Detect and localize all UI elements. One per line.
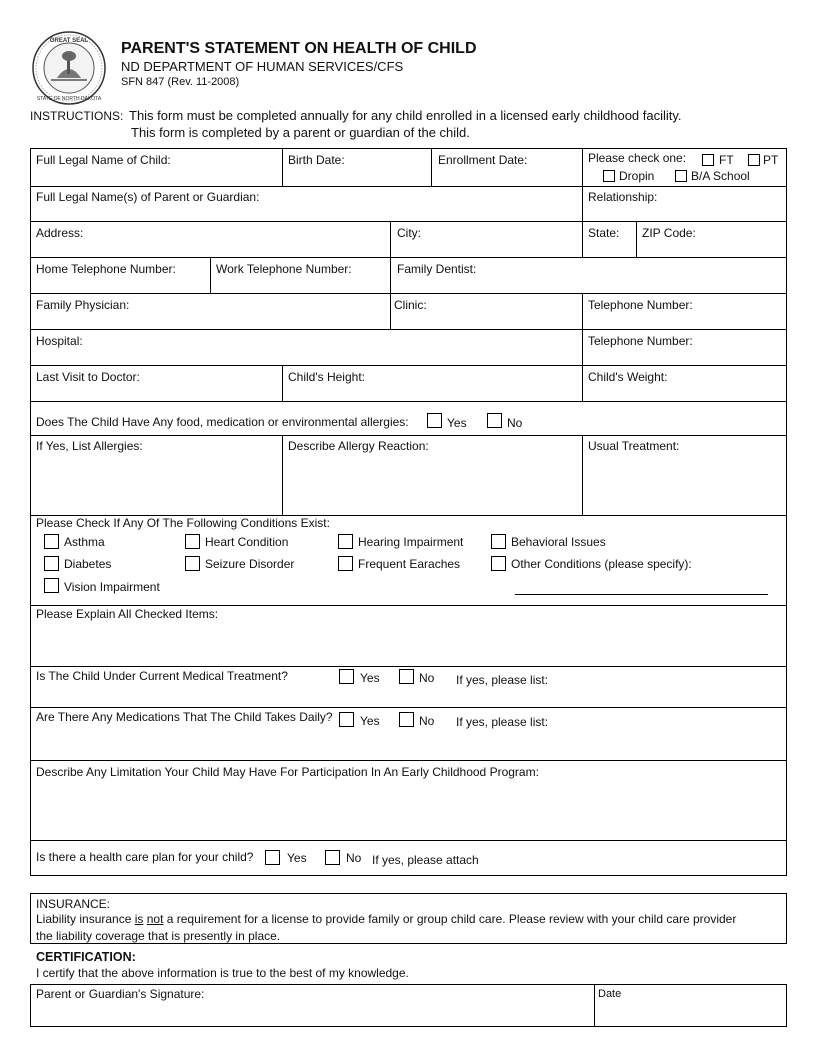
medications-no-label: No [419, 714, 435, 728]
last-visit-field[interactable]: Last Visit to Doctor: [36, 370, 140, 384]
heart-condition-label: Heart Condition [205, 535, 289, 549]
hearing-impairment-label: Hearing Impairment [358, 535, 464, 549]
ba-school-label: B/A School [691, 169, 750, 183]
insurance-text-line1 [36, 912, 736, 926]
dropin-checkbox[interactable] [603, 170, 615, 182]
form-number: SFN 847 (Rev. 11-2008) [121, 76, 240, 88]
form-title: PARENT'S STATEMENT ON HEALTH OF CHILD [121, 40, 477, 57]
state-field[interactable]: State: [588, 226, 620, 240]
usual-treatment-field[interactable]: Usual Treatment: [588, 439, 680, 453]
insurance-text-after: a requirement for a license to provide family or group child care. Please review with your child care provider [163, 912, 737, 926]
allergies-yes-label: Yes [447, 416, 467, 430]
medications-question: Are There Any Medications That The Child Takes Daily? [36, 710, 333, 724]
allergies-yes-checkbox[interactable] [427, 413, 442, 428]
height-field[interactable]: Child's Height: [288, 370, 365, 384]
other-conditions-specify-line[interactable] [515, 594, 768, 595]
care-plan-yes-checkbox[interactable] [265, 850, 280, 865]
city-field[interactable]: City: [397, 226, 421, 240]
frequent-earaches-label: Frequent Earaches [358, 557, 461, 571]
department-name: ND DEPARTMENT OF HUMAN SERVICES/CFS [121, 59, 404, 74]
medications-yes-checkbox[interactable] [339, 712, 354, 727]
physician-field[interactable]: Family Physician: [36, 298, 130, 312]
medications-list-label: If yes, please list: [456, 715, 549, 729]
certification-text: I certify that the above information is true to the best of my knowledge. [36, 966, 409, 980]
treatment-yes-label: Yes [360, 671, 380, 685]
home-phone-field[interactable]: Home Telephone Number: [36, 262, 176, 276]
treatment-no-checkbox[interactable] [399, 669, 414, 684]
hospital-field[interactable]: Hospital: [36, 334, 83, 348]
allergy-reaction-field[interactable]: Describe Allergy Reaction: [288, 439, 429, 453]
svg-text:GREAT SEAL: GREAT SEAL [49, 38, 89, 44]
dentist-field[interactable]: Family Dentist: [397, 262, 477, 276]
ft-label: FT [719, 153, 734, 167]
instructions-line2: This form is completed by a parent or guardian of the child. [131, 125, 470, 140]
parent-name-field[interactable]: Full Legal Name(s) of Parent or Guardian: [36, 190, 260, 204]
signature-field[interactable]: Parent or Guardian's Signature: [36, 987, 205, 1001]
clinic-field[interactable]: Clinic: [394, 298, 427, 312]
pt-checkbox[interactable] [748, 154, 760, 166]
birth-date-field[interactable]: Birth Date: [288, 153, 345, 167]
seizure-disorder-checkbox[interactable] [185, 556, 200, 571]
work-phone-field[interactable]: Work Telephone Number: [216, 262, 352, 276]
list-allergies-field[interactable]: If Yes, List Allergies: [36, 439, 143, 453]
heart-condition-checkbox[interactable] [185, 534, 200, 549]
instructions-label: INSTRUCTIONS: [30, 109, 124, 123]
frequent-earaches-checkbox[interactable] [338, 556, 353, 571]
diabetes-label: Diabetes [64, 557, 112, 571]
treatment-yes-checkbox[interactable] [339, 669, 354, 684]
dropin-label: Dropin [619, 169, 655, 183]
asthma-checkbox[interactable] [44, 534, 59, 549]
other-conditions-checkbox[interactable] [491, 556, 506, 571]
state-seal [31, 30, 107, 106]
svg-text:STATE OF NORTH DAKOTA: STATE OF NORTH DAKOTA [36, 96, 102, 102]
weight-field[interactable]: Child's Weight: [588, 370, 668, 384]
allergies-no-checkbox[interactable] [487, 413, 502, 428]
date-field[interactable]: Date [598, 988, 622, 1000]
vision-impairment-checkbox[interactable] [44, 578, 59, 593]
care-plan-question: Is there a health care plan for your child? [36, 850, 254, 864]
insurance-text-before: Liability insurance [36, 912, 135, 926]
asthma-label: Asthma [64, 535, 105, 549]
seizure-disorder-label: Seizure Disorder [205, 557, 295, 571]
care-plan-attach-label: If yes, please attach [372, 853, 479, 867]
treatment-list-label: If yes, please list: [456, 673, 549, 687]
care-plan-no-checkbox[interactable] [325, 850, 340, 865]
allergies-question: Does The Child Have Any food, medication or environmental allergies: [36, 415, 409, 429]
ft-checkbox[interactable] [702, 154, 714, 166]
child-name-field[interactable]: Full Legal Name of Child: [36, 153, 171, 167]
behavioral-issues-label: Behavioral Issues [511, 535, 606, 549]
insurance-title: INSURANCE: [36, 897, 111, 911]
relationship-field[interactable]: Relationship: [588, 190, 658, 204]
behavioral-issues-checkbox[interactable] [491, 534, 506, 549]
certification-title: CERTIFICATION: [36, 950, 136, 964]
medications-no-checkbox[interactable] [399, 712, 414, 727]
allergies-no-label: No [507, 416, 523, 430]
medications-yes-label: Yes [360, 714, 380, 728]
vision-impairment-label: Vision Impairment [64, 580, 160, 594]
care-plan-yes-label: Yes [287, 851, 307, 865]
conditions-question: Please Check If Any Of The Following Conditions Exist: [36, 516, 330, 530]
ba-school-checkbox[interactable] [675, 170, 687, 182]
insurance-text-line2: the liability coverage that is presently in place. [36, 929, 281, 943]
enrollment-date-field[interactable]: Enrollment Date: [438, 153, 528, 167]
diabetes-checkbox[interactable] [44, 556, 59, 571]
care-plan-no-label: No [346, 851, 362, 865]
explain-checked-field[interactable]: Please Explain All Checked Items: [36, 607, 219, 621]
treatment-no-label: No [419, 671, 435, 685]
insurance-text-not: not [146, 912, 164, 926]
hearing-impairment-checkbox[interactable] [338, 534, 353, 549]
hospital-phone-field[interactable]: Telephone Number: [588, 334, 693, 348]
insurance-text-is: is [134, 912, 144, 926]
other-conditions-label: Other Conditions (please specify): [511, 557, 692, 571]
address-field[interactable]: Address: [36, 226, 84, 240]
instructions-line1: This form must be completed annually for any child enrolled in a licensed early childhood facility. [129, 108, 682, 123]
limitation-field[interactable]: Describe Any Limitation Your Child May Have For Participation In An Early Childhood Program: [36, 765, 539, 779]
pt-label: PT [763, 153, 779, 167]
treatment-question: Is The Child Under Current Medical Treatment? [36, 669, 288, 683]
check-one-label: Please check one: [588, 151, 687, 165]
zip-field[interactable]: ZIP Code: [642, 226, 696, 240]
clinic-phone-field[interactable]: Telephone Number: [588, 298, 693, 312]
